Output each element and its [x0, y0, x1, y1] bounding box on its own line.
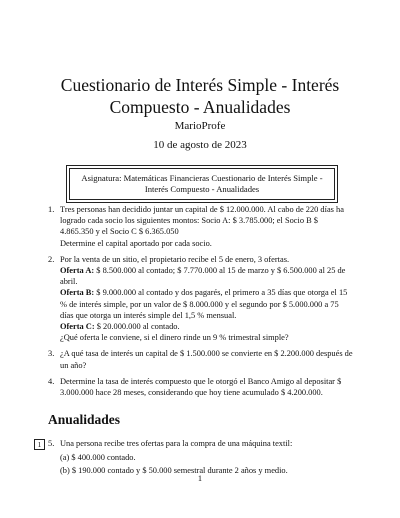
problem-number: 2.	[48, 254, 55, 264]
problem-item	[48, 254, 353, 344]
offer-text: $ 8.500.000 al contado; $ 7.770.000 al 15 de marzo y $ 6.500.000 al 25 de abril.	[60, 266, 346, 287]
offer-c	[60, 321, 353, 332]
offer-label: Oferta C:	[60, 322, 95, 332]
offer-label: Oferta B:	[60, 288, 95, 298]
offer-label: Oferta A:	[60, 266, 95, 276]
problem-number: 4.	[48, 376, 55, 386]
problem-item	[48, 204, 353, 249]
subject-text: Asignatura: Matemáticas Financieras Cuestionario de Interés Simple - Interés Compuesto - Anualidades	[69, 168, 335, 200]
document-author: MarioProfe	[174, 120, 226, 132]
offer-text: $ 20.000.000 al contado.	[96, 322, 180, 332]
document-date: 10 de agosto de 2023	[153, 139, 247, 151]
problem-text: Determine la tasa de interés compuesto que le otorgó el Banco Amigo al depositar $ 3.000.000 hace 28 meses, considerando que hoy tiene acumulado $ 4.200.000.	[60, 376, 342, 398]
option-list	[60, 452, 353, 476]
section-title: Anualidades	[48, 412, 121, 427]
page-number: 1	[197, 474, 203, 483]
problem-text: Una persona recibe tres ofertas para la compra de una máquina textil:	[60, 439, 293, 448]
problem-item	[48, 438, 353, 479]
problem-item	[48, 376, 353, 398]
option-item: (a) $ 400.000 contado.	[60, 453, 136, 463]
problem-text: Determine el capital aportado por cada socio.	[60, 238, 212, 248]
problem-text: ¿A qué tasa de interés un capital de $ 1.500.000 se convierte en $ 2.200.000 después de un año?	[60, 349, 353, 370]
subject-box	[66, 165, 338, 203]
problem-number: 5.	[48, 439, 55, 448]
problem-text: Tres personas han decidido juntar un capital de $ 12.000.000. Al cabo de 220 días ha logrado cada socio los siguientes montos: Socio A: $ 3.785.000; el Socio B $ 4.865.350 y el Socio C $ 6.365.050	[60, 205, 344, 237]
margin-tag: 1	[34, 439, 45, 450]
problem-intro: Por la venta de un sitio, el propietario recibe el 5 de enero, 3 ofertas.	[60, 254, 290, 264]
problem-item	[48, 348, 353, 370]
problem-number: 1.	[48, 205, 55, 214]
offer-b	[60, 287, 353, 321]
problem-list	[48, 204, 353, 403]
problem-number: 3.	[48, 349, 55, 359]
offer-text: $ 9.000.000 al contado y dos pagarés, el primero a 35 días que otorga el 15 % de interés simple, por un valor de $ 8.000.000 y el segundo por $ 5.000.000 a 75 días que otorga un interés simple del 1,5 % mensual.	[60, 288, 348, 320]
offer-a	[60, 265, 353, 287]
document-title: Cuestionario de Interés Simple - Interés Compuesto - Anualidades	[60, 75, 340, 117]
problem-question: ¿Qué oferta le conviene, si el dinero rinde un 9 % trimestral simple?	[60, 333, 289, 343]
option-item: (b) $ 190.000 contado y $ 50.000 semestral durante 2 años y medio.	[60, 466, 288, 476]
